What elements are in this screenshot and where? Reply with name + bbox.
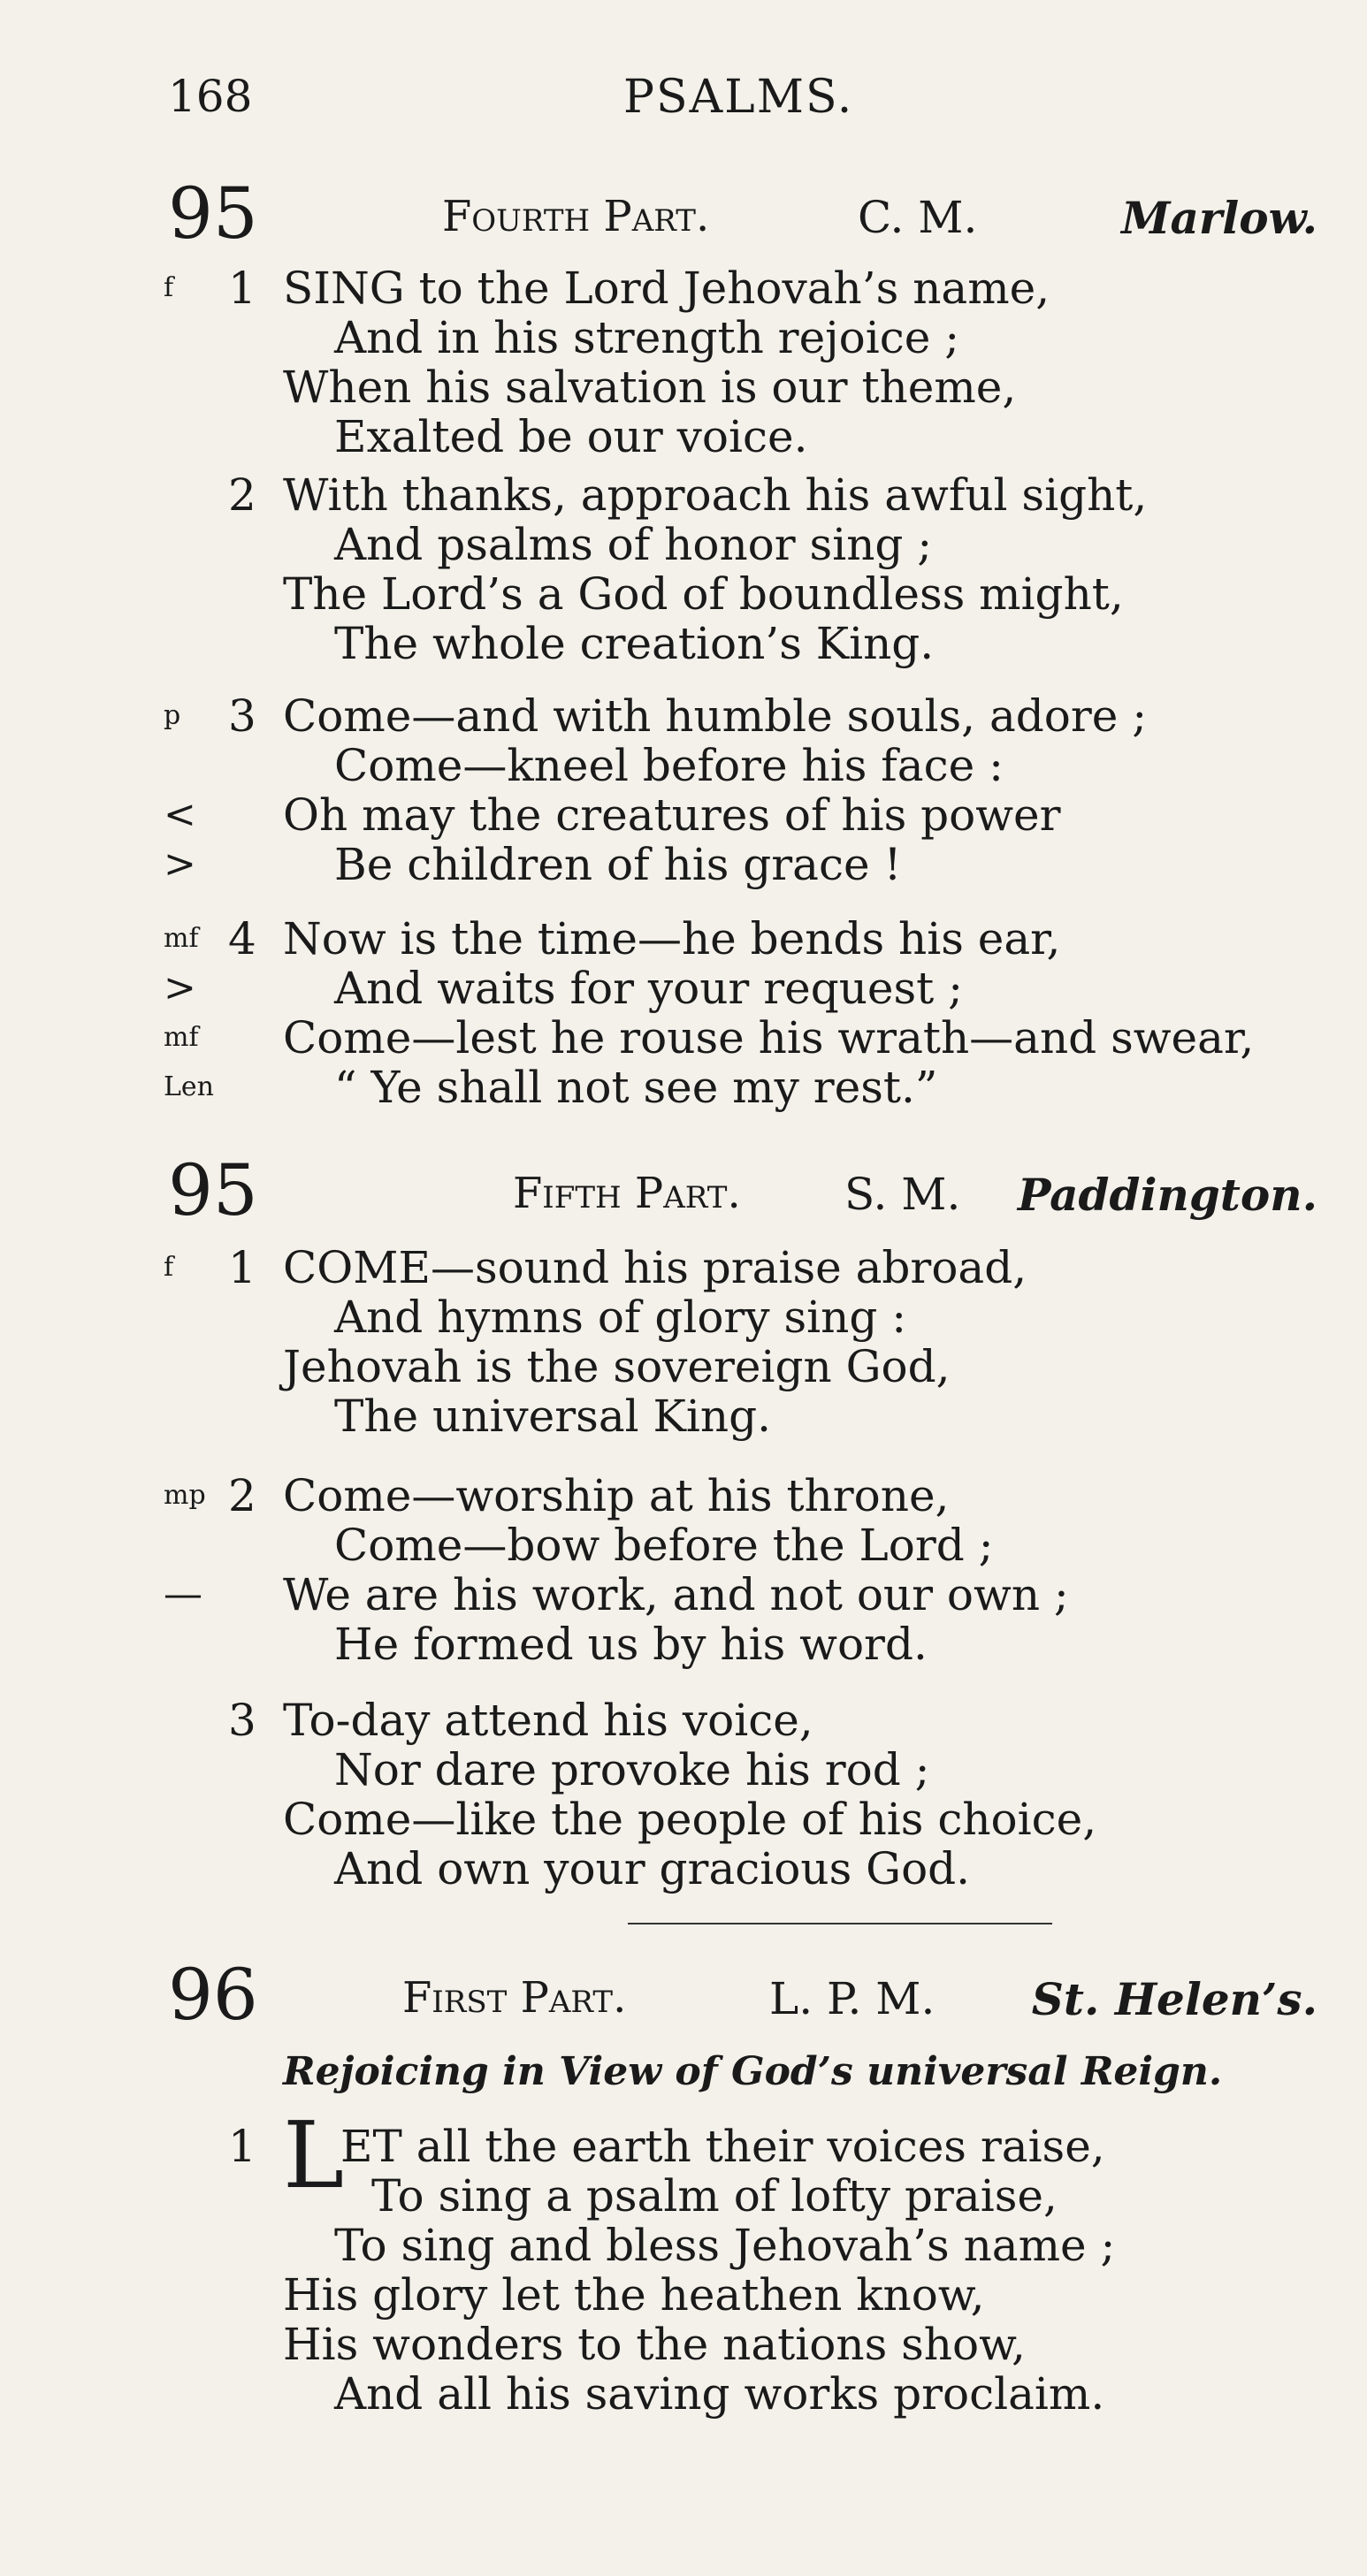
verse-number: 1 (228, 2121, 256, 2172)
hymn-part: First Part. (402, 1973, 627, 2023)
hymn-heading (168, 172, 1317, 255)
verse-number: 3 (228, 1695, 256, 1746)
dynamic-mark: Len (164, 1071, 214, 1102)
hymn-number: 96 (168, 1954, 258, 2036)
diminuendo-mark: > (164, 842, 196, 887)
tune-name: Marlow. (1121, 192, 1317, 244)
crescendo-mark: < (164, 792, 196, 837)
drop-cap: L (283, 2101, 345, 2209)
hymn-line: We are his work, and not our own ; (283, 1569, 1069, 1620)
hymn-line: Come—and with humble souls, adore ; (283, 690, 1148, 742)
running-title: PSALMS. (623, 71, 854, 124)
page-header (168, 71, 1317, 141)
dynamic-mark: f (164, 272, 174, 303)
hymn-heading (168, 1149, 1317, 1229)
hymn-line: Come—worship at his throne, (283, 1470, 950, 1521)
hymn-line: He formed us by his word. (334, 1619, 928, 1670)
dynamic-mark: mp (164, 1480, 206, 1511)
hymn-line: “ Ye shall not see my rest.” (334, 1062, 938, 1113)
hymn-meter: S. M. (844, 1169, 961, 1220)
hymn-line: SING to the Lord Jehovah’s name, (283, 263, 1050, 314)
hymn-part: Fifth Part. (513, 1169, 741, 1218)
hymn-line: With thanks, approach his awful sight, (283, 469, 1148, 521)
hymn-line: To-day attend his voice, (283, 1695, 813, 1746)
hymn-line: And waits for your request ; (334, 963, 963, 1014)
tune-name: St. Helen’s. (1031, 1973, 1317, 2025)
hymn-meter: C. M. (858, 192, 978, 243)
hymn-line: And psalms of honor sing ; (334, 519, 933, 570)
hymn-meter: L. P. M. (769, 1973, 936, 2024)
dynamic-mark: f (164, 1252, 174, 1283)
hymn-line: The universal King. (334, 1391, 771, 1442)
dynamic-mark: p (164, 700, 181, 731)
verse-number: 2 (228, 469, 256, 521)
hymn-line: Come—lest he rouse his wrath—and swear, (283, 1012, 1255, 1063)
hymn-heading (168, 1954, 1317, 2036)
hymn-line: Oh may the creatures of his power (283, 789, 1061, 841)
verse-number: 4 (228, 913, 256, 964)
hymn-line: Come—like the people of his choice, (283, 1794, 1097, 1845)
hymn-line: Nor dare provoke his rod ; (334, 1744, 930, 1795)
hymn-line: Come—kneel before his face : (334, 740, 1004, 791)
verse-number: 2 (228, 1470, 256, 1521)
hymn-part: Fourth Part. (442, 192, 710, 241)
hymn-line: The whole creation’s King. (334, 618, 935, 669)
dynamic-mark: mf (164, 1022, 199, 1053)
diminuendo-mark: > (164, 965, 196, 1010)
hymn-line: To sing and bless Jehovah’s name ; (334, 2220, 1116, 2271)
hymn-line: ET all the earth their voices raise, (340, 2121, 1105, 2172)
hymn-line: Now is the time—he bends his ear, (283, 913, 1061, 964)
verse-number: 1 (228, 1242, 256, 1293)
hymn-line: COME—sound his praise abroad, (283, 1242, 1027, 1293)
hymn-line: And hymns of glory sing : (334, 1292, 907, 1343)
hymn-line: His wonders to the nations show, (283, 2319, 1026, 2370)
dynamic-mark: mf (164, 923, 199, 954)
hymn-number: 95 (168, 172, 258, 255)
tune-name: Paddington. (1017, 1169, 1317, 1221)
verse-number: 1 (228, 263, 256, 314)
hymn-line: When his salvation is our theme, (283, 362, 1017, 413)
hymn-line: His glory let the heathen know, (283, 2269, 985, 2321)
pause-mark: — (164, 1572, 202, 1617)
verse-number: 3 (228, 690, 256, 742)
section-divider (628, 1923, 1052, 1924)
hymn-line: Be children of his grace ! (334, 839, 902, 890)
hymn-line: And in his strength rejoice ; (334, 312, 960, 363)
hymn-line: And all his saving works proclaim. (334, 2368, 1105, 2420)
hymn-line: Jehovah is the sovereign God, (283, 1341, 951, 1392)
hymn-number: 95 (168, 1149, 258, 1231)
hymn-line: Come—bow before the Lord ; (334, 1520, 994, 1571)
page-number: 168 (168, 71, 253, 122)
hymn-line: And own your gracious God. (334, 1843, 971, 1894)
hymn-line: Exalted be our voice. (334, 411, 808, 462)
hymn-subtitle: Rejoicing in View of God’s universal Reign. (283, 2049, 1223, 2094)
hymn-line: To sing a psalm of lofty praise, (371, 2170, 1058, 2222)
hymn-line: The Lord’s a God of boundless might, (283, 568, 1124, 620)
